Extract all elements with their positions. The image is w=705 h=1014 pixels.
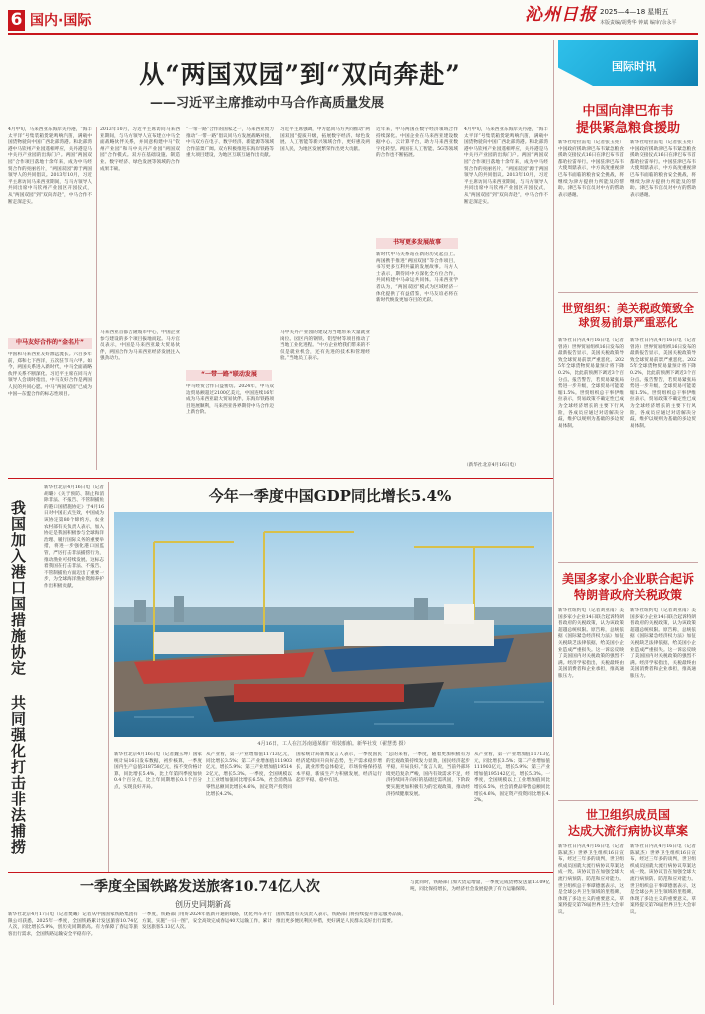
lead-column-1a: 4月中旬，马来西亚东海岸关丹港，“海丰太平洋”号集装箱货轮鸣响汽笛，满载中国货物驶向中国广西北部湾港。和北部湾港中马钦州产业园遥相呼应，关丹港是马中关丹产业园的出海门户。两国“两国双园”合作项目落地十余年来，成为中马经贸合作的亮丽名片，“两国双园”源于两国领导人的共同倡议。2013年10月，习近平主席访问马来西亚期间，与马方领导人共同出席中马钦州产业园区开园仪式，从“两国双园”到“双向奔赴”，中马合作不断走深走实。 — [8, 127, 92, 205]
sidebar-headline-2: 世贸组织：美关税政策致全球贸易前景严重恶化 — [562, 302, 694, 329]
lead-column-5a: 近年来，中马两国在数字经济领域合作持续深化。中国企业在马来西亚建设数据中心、云计算平台，助力马来西亚数字化转型。两国在人工智能、5G等领域的合作也不断拓展。 — [376, 127, 458, 159]
sidebar-story-4b: 新华社日内瓦4月16日电（记者陈斌杰）世界卫生组织16日宣布，经过三年多的谈判，世卫组织成员国就大流行病协议草案达成一致。该协议旨在加强全球大流行病预防、防范和应对能力。世卫组织总干事谭德塞表示，这是全球公共卫生领域的里程碑，体现了多边主义的重要意义。草案将提交第78届世界卫生大会审议。 — [630, 844, 696, 915]
sidebar-headline-3b: 特朗普政府关税政策 — [573, 588, 682, 602]
lead-column-2a: 2013年10月，习近平主席访问马来西亚期间，与马方领导人宣布建立中马全面战略伙伴关系，并同意构建中马“钦州产业园”和马中关丹产业园“两国双园”合作模式。双方在基础设施、制造业、数字经济、绿色发展等领域的合作成果丰硕。 — [100, 127, 180, 172]
photo-story-col-1: 新华社北京4月16日电（记者魏玉坤）国家统计局16日发布数据，初步核算，一季度国内生产总值318758亿元，按不变价格计算，同比增长5.4%，比上年第四季度加快0.4个百分点，比上年同期增长0.1个百分点，实现良好开局。 — [114, 752, 202, 790]
sidebar-story-1a: 新华社哈拉雷电（记者张玉亮）中国政府援助津巴布韦紧急粮食援助交接仪式16日在津巴布韦首都哈拉雷举行。中国驻津巴布韦大使周鼎表示，中方高度重视津巴布韦面临的粮食安全挑战，将继续为津方提供力所能及的帮助。津巴布韦官员对中方的帮助表示感谢。 — [558, 140, 624, 198]
left-story-headline: 我国加入港口国措施协定 共同强化打击非法捕捞 — [9, 500, 27, 855]
bottom-headline: 一季度全国铁路发送旅客10.74亿人次 — [80, 879, 320, 895]
photo-story-col-2: 从产业看，第一产业增加值11713亿元，同比增长3.5%；第二产业增加值111903亿元，增长5.9%；第三产业增加值195142亿元，增长5.3%。一季度，全国规模以上工业增加值同比增长6.5%，社会消费品零售总额同比增长4.6%，固定资产投资同比增长4.2%。 — [206, 752, 292, 797]
lead-column-5b: 新时代中马关系站在新的历史起点上。两国携手推进“两国双园”等合作项目，书写更多互利共赢的发展故事。马方人士表示，期待同中方深化全方位合作，共同构建中马命运共同体。马来西亚学者认为，“两国双园”模式为区域经济一体化提供了有益借鉴，中马友谊必将在新时代焕发更加夺目的光彩。 — [376, 252, 458, 304]
lead-column-4a: 习近平主席强调，中方愿同马方共同推动“两国双园”提质升级，拓展数字经济、绿色发展、人工智能等新兴领域合作，更好惠及两国人民，为地区发展繁荣作出更大贡献。 — [280, 127, 370, 152]
photo-story-col-3: 国家统计局新闻发言人表示，一季度国民经济延续回升向好态势，生产需求稳步增长，就业形势总体稳定，市场价格保持基本平稳，新质生产力积极发展，经济运行起步平稳、稳中有进。 — [296, 752, 382, 784]
lead-box-title-1: 中马友好合作的“金名片” — [8, 338, 92, 349]
lead-column-4b: 马中关丹产业园的建设为当地带来大量就业岗位。园区内的钢铁、铝型材等项目推动了当地工业化进程。“中方企业给我们带来的不仅是就业机会，还有先进的技术和管理经验。”当地员工表示。 — [280, 330, 370, 362]
page-number-badge: 6 — [8, 10, 25, 31]
sidebar-story-1b: 新华社哈拉雷电（记者张玉亮）中国政府援助津巴布韦紧急粮食援助交接仪式16日在津巴布韦首都哈拉雷举行。中国驻津巴布韦大使周鼎表示，中方高度重视津巴布韦面临的粮食安全挑战，将继续为津方提供力所能及的帮助。津巴布韦官员对中方的帮助表示感谢。 — [630, 140, 696, 198]
photo-caption: 4月16日，工人在江苏南通某船厂组装船舶。新华社发（翟慧勇 摄） — [257, 741, 409, 747]
sidebar-headline-4a: 世卫组织成员国 — [585, 808, 670, 822]
lead-column-2b: 马来西亚首都吉隆坡市中心，中国企业参与建设的多个项目拔地而起。马方官员表示，中国是马来西亚最大贸易伙伴，两国合作为马来西亚经济发展注入强劲动力。 — [100, 330, 180, 362]
sidebar-headline-1b: 提供紧急粮食援助 — [575, 121, 680, 136]
sidebar-headline-1a: 中国向津巴布韦 — [582, 104, 674, 119]
bottom-col-1: 新华社北京4月17日电（记者樊曦）记者从中国国家铁路集团有限公司获悉，2025年一季度，全国铁路累计发送旅客10.74亿人次，同比增长5.9%，创历史同期新高。有力保障了春运等旅客出行需求，全国铁路运输安全平稳有序。 — [8, 912, 138, 937]
lead-box-title-2: “一带一路”联动发展 — [186, 370, 272, 381]
lead-headline: 从“两国双园”到“双向奔赴” — [139, 60, 461, 89]
issue-date: 2025—4—18 星期五 — [600, 8, 669, 16]
sidebar-label: 国际时讯 — [612, 60, 656, 73]
lead-credit: （新华社北京4月16日电） — [464, 463, 519, 468]
bottom-col-4: 与此同时，铁路部门加大货运增量，一季度完成货物发送量13.09亿吨，同比保持增长，为经济社会发展提供了有力运输保障。 — [410, 880, 550, 892]
lead-column-1b: 中国和马来西亚友好源远流长。六百多年前，郑和七下西洋，五次驻节马六甲。如今，两国关系进入新时代，中马全面战略伙伴关系不断深化。习近平主席在同马方领导人会谈时指出，中马友好合作是两国人民的共同心愿。中马“两国双园”已成为中国—东盟合作的标志性项目。 — [8, 352, 92, 397]
sidebar-story-3a: 新华社纽约电（记者刘亚南）美国多家小企业14日联合起诉特朗普政府的关税政策，认为该政策超越总统权限。原告称，总统依据《国际紧急经济权力法》加征关税缺乏法律依据，给美国小企业造成严重损失。这一诉讼反映了美国国内对关税政策的强烈不满。经济学家指出，关税最终由美国消费者和企业承担，推高通胀压力。 — [558, 608, 624, 679]
photo-headline: 今年一季度中国GDP同比增长5.4% — [208, 487, 452, 505]
photo-story-col-4: “总的来看，一季度，随着更加积极有为的宏观政策持续发力显效，国民经济起步平稳，开局良好。”发言人说，当前外部环境更趋复杂严峻，国内有效需求不足，经济持续回升向好的基础还需巩固，下阶段要实施更加积极有为的宏观政策，推动经济持续健康发展。 — [386, 752, 470, 797]
shipyard-photo — [114, 512, 552, 737]
bottom-col-3: 国铁集团有关负责人表示，铁路部门将持续提升客运服务品质，推出更多便民利民举措，更好满足人民群众美好出行需要。 — [276, 912, 406, 924]
masthead-rule — [8, 33, 698, 35]
logo-wordmark: 沁州日报 — [525, 5, 597, 25]
bottom-subheadline: 创历史同期新高 — [175, 900, 231, 909]
section-title: 国内·国际 — [30, 13, 92, 29]
sidebar-headline-4b: 达成大流行病协议草案 — [567, 824, 688, 838]
lead-column-6: 4月中旬，马来西亚东海岸关丹港，“海丰太平洋”号集装箱货轮鸣响汽笛，满载中国货物驶向中国广西北部湾港。和北部湾港中马钦州产业园遥相呼应，关丹港是马中关丹产业园的出海门户。两国“两国双园”合作项目落地十余年来，成为中马经贸合作的亮丽名片，“两国双园”源于两国领导人的共同倡议。2013年10月，习近平主席访问马来西亚期间，与马方领导人共同出席中马钦州产业园区开园仪式，从“两国双园”到“双向奔赴”，中马合作不断走深走实。 — [464, 127, 548, 205]
bottom-col-2: 一季度，铁路部门用好2024年底新开通的线路，优化列车开行方案，实施“一日一图”，安全高效完成春运40天运输工作，累计发送旅客5.13亿人次。 — [142, 912, 272, 931]
sidebar-story-2b: 新华社日内瓦4月16日电（记者曾涛）世界贸易组织16日发布的最新报告显示，美国关税政策导致全球贸易前景严重恶化。2025年全球货物贸易量预计将下降0.2%，比此前预测下调近3个百分点。报告警告，若贸易紧张局势进一步升级，全球贸易可能萎缩1.5%。世贸组织总干事伊维拉表示，贸易政策不确定性已成为全球经济增长的主要下行风险，各成员应通过对话解决分歧，维护以规则为基础的多边贸易体制。 — [630, 338, 696, 429]
editors-line: 本版责编/胡秀华 钟斌 编审/余永平 — [600, 20, 677, 26]
lead-subheadline: ——习近平主席推动中马合作高质量发展 — [150, 96, 385, 111]
lead-column-3b: 中马经贸合作日益密切。2024年，中马双边贸易额超过2100亿美元，中国连续16年成为马来西亚最大贸易伙伴。东海岸铁路项目进展顺利，马来西亚各界期待中马合作迈上新台阶。 — [186, 384, 274, 416]
lead-column-3a: “一带一路”合作的国家之一，马来西亚致力推动“一带一路”倡议同马方发展战略对接，中马双方在电子、数字经济、新能源等领域合作前景广阔。双方积极推进东海岸铁路等重大项目建设，为地区互联互通作出贡献。 — [186, 127, 274, 159]
left-story-body: 新华社北京4月16日电（记者胡璐）《关于预防、制止和消除非法、不报告、不管制捕鱼的港口国措施协定》于4月16日对中国正式生效，中国成为该协定第80个缔约方。农业农村部有关负责人表示，加入协定是我国积极参与全球海洋治理、履行国际义务的重要举措，将进一步强化港口国监管，严厉打击非法捕捞行为，推动渔业可持续发展。这标志着我国在打击非法、不报告、不管制捕鱼方面迈出了重要一步，为全球海洋渔业资源养护作出积极贡献。 — [44, 485, 104, 589]
lead-box-title-3: 书写更多发展故事 — [376, 238, 458, 249]
sidebar-story-2a: 新华社日内瓦4月16日电（记者曾涛）世界贸易组织16日发布的最新报告显示，美国关税政策导致全球贸易前景严重恶化。2025年全球货物贸易量预计将下降0.2%，比此前预测下调近3个百分点。报告警告，若贸易紧张局势进一步升级，全球贸易可能萎缩1.5%。世贸组织总干事伊维拉表示，贸易政策不确定性已成为全球经济增长的主要下行风险，各成员应通过对话解决分歧，维护以规则为基础的多边贸易体制。 — [558, 338, 624, 429]
sidebar-story-4a: 新华社日内瓦4月16日电（记者陈斌杰）世界卫生组织16日宣布，经过三年多的谈判，世卫组织成员国就大流行病协议草案达成一致。该协议旨在加强全球大流行病预防、防范和应对能力。世卫组织总干事谭德塞表示，这是全球公共卫生领域的里程碑，体现了多边主义的重要意义。草案将提交第78届世界卫生大会审议。 — [558, 844, 624, 915]
shipyard-illustration — [114, 512, 552, 737]
sidebar-story-3b: 新华社纽约电（记者刘亚南）美国多家小企业14日联合起诉特朗普政府的关税政策，认为该政策超越总统权限。原告称，总统依据《国际紧急经济权力法》加征关税缺乏法律依据，给美国小企业造成严重损失。这一诉讼反映了美国国内对关税政策的强烈不满。经济学家指出，关税最终由美国消费者和企业承担，推高通胀压力。 — [630, 608, 696, 679]
photo-story-col-5: 从产业看，第一产业增加值11713亿元，同比增长3.5%；第二产业增加值111903亿元，增长5.9%；第三产业增加值195142亿元，增长5.3%。一季度，全国规模以上工业增加值同比增长6.5%，社会消费品零售总额同比增长4.6%，固定资产投资同比增长4.2%。 — [474, 752, 550, 804]
sidebar-headline-3a: 美国多家小企业联合起诉 — [561, 572, 694, 586]
